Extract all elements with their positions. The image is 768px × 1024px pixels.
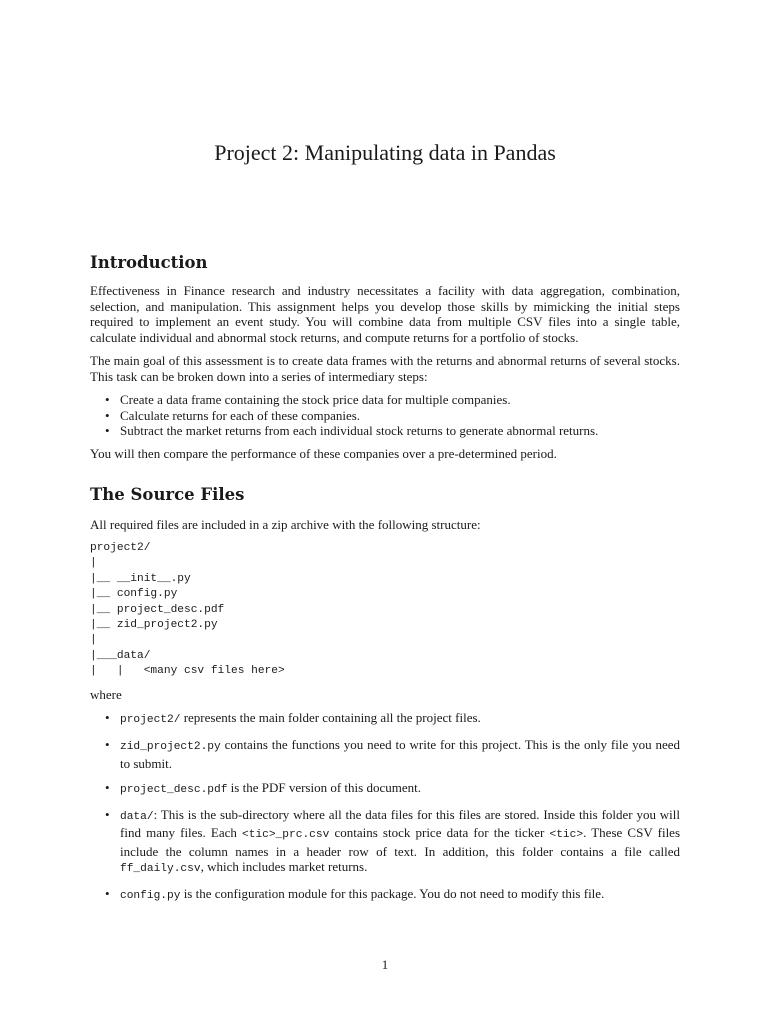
intro-paragraph-1: Effectiveness in Finance research and industry necessitates a facility with data aggregation, combination, selection, and manipulation. This assignment helps you develop those skills by mimicking the initial steps required to implement an event study. You will combine data from multiple CSV files into a single table, calculate individual and abnormal stock returns, and compute returns for a portfolio of stocks. <box>90 283 680 345</box>
document-page <box>90 0 680 1024</box>
intro-paragraph-2: The main goal of this assessment is to create data frames with the returns and abnormal returns of several stocks. This task can be broken down into a series of intermediary steps: <box>90 353 680 384</box>
list-item: • Subtract the market returns from each individual stock returns to generate abnormal returns. <box>90 423 680 439</box>
source-files-heading: The Source Files <box>90 485 245 504</box>
code-config: config.py <box>120 890 181 902</box>
code-prc-csv: <tic>_prc.csv <box>242 829 330 841</box>
code-project-desc: project_desc.pdf <box>120 783 228 796</box>
page-number: 1 <box>381 957 389 972</box>
code-zid-project2: zid_project2.py <box>120 741 221 753</box>
list-item: • Create a data frame containing the stock price data for multiple companies. <box>90 392 680 408</box>
list-item: • data/: This is the sub-directory where all the data files for this files are stored. Inside this folder you will find many files. Each <tic>_prc.csv contains stock price data for the ticker <tic>. These CSV files include the column names in a header row of text. In addition, this folder contains a file called ff_daily.csv, which includes market returns. <box>90 807 680 878</box>
file-description-list <box>90 710 680 913</box>
file-tree: project2/ | |__ __init__.py |__ config.py |__ project_desc.pdf |__ zid_project2.py | |___data/ | | <many csv files here> <box>90 542 285 678</box>
where-label: where <box>90 687 122 702</box>
list-item: • project_desc.pdf is the PDF version of this document. <box>90 780 680 799</box>
introduction-heading: Introduction <box>90 253 208 272</box>
code-project2: project2/ <box>120 714 181 726</box>
list-item: • project2/ represents the main folder containing all the project files. <box>90 710 680 729</box>
source-files-intro: All required files are included in a zip archive with the following structure: <box>90 517 481 532</box>
code-ff-daily: ff_daily.csv <box>120 863 201 875</box>
intro-paragraph-3: You will then compare the performance of these companies over a pre-determined period. <box>90 446 557 461</box>
code-tic: <tic> <box>549 829 584 841</box>
list-item: • zid_project2.py contains the functions you need to write for this project. This is the only file you need to submit. <box>90 737 680 771</box>
list-item: • Calculate returns for each of these companies. <box>90 408 680 424</box>
code-data-dir: data/ <box>120 810 154 823</box>
list-item: • config.py is the configuration module for this package. You do not need to modify this file. <box>90 886 680 905</box>
document-title: Project 2: Manipulating data in Pandas <box>214 140 556 165</box>
steps-list <box>90 392 680 439</box>
